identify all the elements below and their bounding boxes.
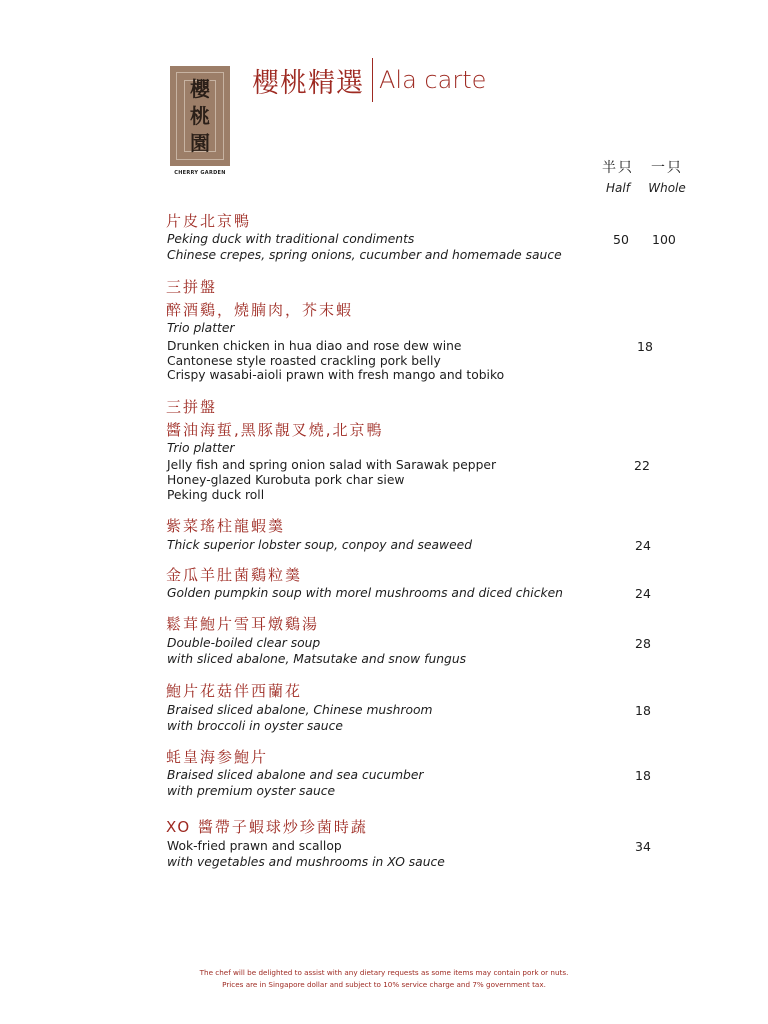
menu-item-description: Braised sliced abalone and sea cucumber bbox=[167, 768, 424, 782]
menu-item-description: with premium oyster sauce bbox=[167, 784, 336, 798]
logo-emblem bbox=[170, 66, 230, 166]
menu-item-description: Peking duck roll bbox=[167, 488, 265, 502]
menu-item-name-zh: 蚝皇海参鮑片 bbox=[166, 748, 269, 766]
menu-item-description: Drunken chicken in hua diao and rose dew wine bbox=[167, 339, 462, 353]
menu-item-description: Braised sliced abalone, Chinese mushroom bbox=[167, 703, 433, 717]
footer-dietary-note: The chef will be delighted to assist with any dietary requests as some items may contain pork or nuts. bbox=[199, 968, 569, 977]
title-english: Ala carte bbox=[379, 66, 487, 94]
menu-item-description: Cantonese style roasted crackling pork belly bbox=[167, 354, 441, 368]
menu-item-description: Thick superior lobster soup, conpoy and seaweed bbox=[167, 538, 473, 552]
menu-item-description: Peking duck with traditional condiments bbox=[167, 232, 415, 246]
price: 18 bbox=[635, 768, 651, 783]
menu-item-name-zh: XO 醬帶子蝦球炒珍菌時蔬 bbox=[166, 818, 368, 836]
price: 24 bbox=[635, 586, 651, 601]
menu-item-name-zh: 片皮北京鴨 bbox=[166, 212, 252, 230]
page-title bbox=[252, 58, 486, 102]
menu-item-description: with broccoli in oyster sauce bbox=[167, 719, 343, 733]
menu-item-name-zh: 鬆茸鮑片雪耳燉鷄湯 bbox=[166, 615, 320, 633]
menu-item-description: Trio platter bbox=[167, 441, 235, 455]
menu-item-name-zh: 三拼盤 bbox=[166, 398, 218, 416]
menu-item-description: Chinese crepes, spring onions, cucumber and homemade sauce bbox=[167, 248, 562, 262]
column-header-half: 半只 Half bbox=[602, 160, 634, 195]
title-divider bbox=[372, 58, 373, 102]
logo-brand-text: CHERRY GARDEN bbox=[174, 170, 226, 176]
price-half: 50 bbox=[613, 232, 629, 247]
column-header-whole: 一只 Whole bbox=[648, 160, 686, 195]
price: 18 bbox=[637, 339, 653, 354]
menu-item-description: with sliced abalone, Matsutake and snow fungus bbox=[167, 652, 467, 666]
menu-item-subname-zh: 醬油海蜇,黑豚靚叉燒,北京鴨 bbox=[166, 421, 384, 439]
menu-item-description: with vegetables and mushrooms in XO sauce bbox=[167, 855, 445, 869]
menu-item-name-zh: 鮑片花菇伴西蘭花 bbox=[166, 682, 303, 700]
menu-item-description: Trio platter bbox=[167, 321, 235, 335]
price: 34 bbox=[635, 839, 651, 854]
logo-characters: 櫻 桃 園 bbox=[190, 77, 210, 155]
menu-item-description: Wok-fried prawn and scallop bbox=[167, 839, 342, 853]
price-whole: 100 bbox=[652, 232, 676, 247]
menu-item-name-zh: 金瓜羊肚菌鷄粒羹 bbox=[166, 566, 303, 584]
price: 18 bbox=[635, 703, 651, 718]
title-chinese: 櫻桃精選 bbox=[252, 67, 364, 99]
footer-pricing-note: Prices are in Singapore dollar and subject to 10% service charge and 7% government tax. bbox=[222, 980, 546, 989]
menu-item-description: Double-boiled clear soup bbox=[167, 636, 321, 650]
price: 28 bbox=[635, 636, 651, 651]
menu-item-description: Crispy wasabi-aioli prawn with fresh mango and tobiko bbox=[167, 368, 505, 382]
price: 24 bbox=[635, 538, 651, 553]
menu-item-name-zh: 三拼盤 bbox=[166, 278, 218, 296]
menu-item-name-zh: 紫菜瑤柱龍蝦羹 bbox=[166, 517, 286, 535]
menu-item-description: Golden pumpkin soup with morel mushrooms and diced chicken bbox=[167, 586, 563, 600]
cherry-garden-logo bbox=[170, 66, 230, 178]
menu-item-description: Honey-glazed Kurobuta pork char siew bbox=[167, 473, 405, 487]
price: 22 bbox=[634, 458, 650, 473]
menu-item-description: Jelly fish and spring onion salad with Sarawak pepper bbox=[167, 458, 497, 472]
menu-item-subname-zh: 醉酒鷄，燒腩肉，芥末蝦 bbox=[166, 301, 354, 319]
